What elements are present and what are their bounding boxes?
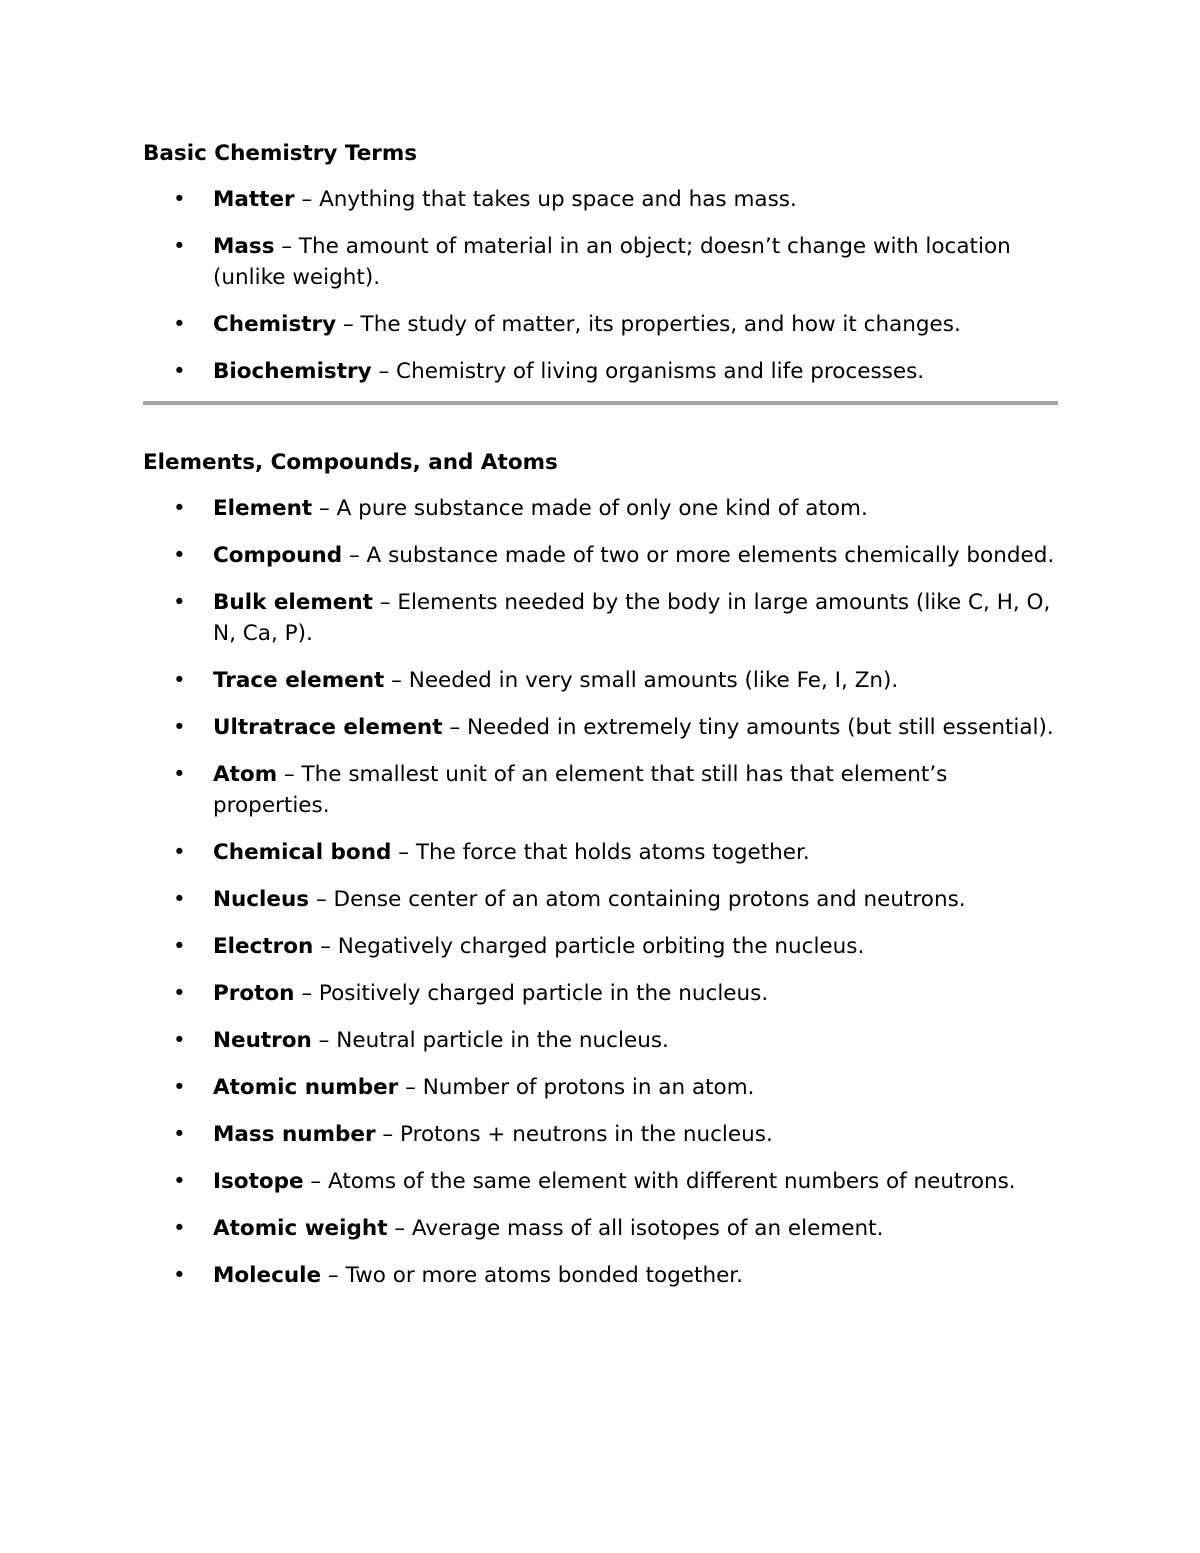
list-item bbox=[143, 1119, 1058, 1150]
term-definition: – Protons + neutrons in the nucleus. bbox=[375, 1122, 773, 1147]
section-basic-chemistry-terms bbox=[143, 138, 1058, 387]
bullet-icon: • bbox=[173, 496, 186, 521]
term-label: Chemical bond bbox=[213, 840, 392, 865]
term-label: Atomic weight bbox=[213, 1216, 388, 1241]
bullet-icon: • bbox=[173, 187, 186, 212]
term-label: Matter bbox=[213, 187, 295, 212]
list-item bbox=[143, 184, 1058, 215]
term-definition: – Chemistry of living organisms and life processes. bbox=[371, 359, 925, 384]
term-definition: – A pure substance made of only one kind of atom. bbox=[312, 496, 868, 521]
bullet-icon: • bbox=[173, 359, 186, 384]
list-item bbox=[143, 837, 1058, 868]
list-item bbox=[143, 1025, 1058, 1056]
bullet-icon: • bbox=[173, 312, 186, 337]
document-page bbox=[143, 138, 1058, 1291]
bullet-icon: • bbox=[173, 1122, 186, 1147]
term-list bbox=[143, 184, 1058, 387]
bullet-icon: • bbox=[173, 715, 186, 740]
list-item bbox=[143, 884, 1058, 915]
term-label: Mass bbox=[213, 234, 275, 259]
list-item bbox=[143, 309, 1058, 340]
list-item bbox=[143, 712, 1058, 743]
bullet-icon: • bbox=[173, 543, 186, 568]
list-item bbox=[143, 665, 1058, 696]
list-item bbox=[143, 978, 1058, 1009]
term-label: Isotope bbox=[213, 1169, 304, 1194]
bullet-icon: • bbox=[173, 1216, 186, 1241]
bullet-icon: • bbox=[173, 234, 186, 259]
bullet-icon: • bbox=[173, 981, 186, 1006]
section-elements-compounds-atoms bbox=[143, 447, 1058, 1291]
term-label: Neutron bbox=[213, 1028, 312, 1053]
term-definition: – Neutral particle in the nucleus. bbox=[311, 1028, 669, 1053]
section-title: Elements, Compounds, and Atoms bbox=[143, 450, 558, 475]
term-label: Electron bbox=[213, 934, 314, 959]
term-definition: – Needed in extremely tiny amounts (but still essential). bbox=[442, 715, 1054, 740]
term-label: Bulk element bbox=[213, 590, 373, 615]
bullet-icon: • bbox=[173, 1263, 186, 1288]
list-item bbox=[143, 1072, 1058, 1103]
list-item bbox=[143, 759, 1058, 821]
term-label: Atomic number bbox=[213, 1075, 399, 1100]
term-label: Compound bbox=[213, 543, 343, 568]
term-definition: – The force that holds atoms together. bbox=[391, 840, 810, 865]
bullet-icon: • bbox=[173, 840, 186, 865]
term-definition: – Atoms of the same element with different numbers of neutrons. bbox=[303, 1169, 1016, 1194]
bullet-icon: • bbox=[173, 934, 186, 959]
bullet-icon: • bbox=[173, 887, 186, 912]
term-definition: – Negatively charged particle orbiting the nucleus. bbox=[313, 934, 865, 959]
term-definition: – A substance made of two or more elements chemically bonded. bbox=[342, 543, 1055, 568]
bullet-icon: • bbox=[173, 1075, 186, 1100]
list-item bbox=[143, 1166, 1058, 1197]
term-label: Molecule bbox=[213, 1263, 322, 1288]
list-item bbox=[143, 931, 1058, 962]
bullet-icon: • bbox=[173, 1169, 186, 1194]
term-definition: – The smallest unit of an element that still has that element’s properties. bbox=[213, 762, 948, 818]
term-label: Trace element bbox=[213, 668, 385, 693]
list-item bbox=[143, 1260, 1058, 1291]
term-label: Element bbox=[213, 496, 313, 521]
term-definition: – Needed in very small amounts (like Fe, I, Zn). bbox=[384, 668, 899, 693]
term-label: Proton bbox=[213, 981, 295, 1006]
term-definition: – Dense center of an atom containing protons and neutrons. bbox=[309, 887, 966, 912]
term-definition: – The study of matter, its properties, and how it changes. bbox=[336, 312, 961, 337]
list-item bbox=[143, 231, 1058, 293]
term-label: Chemistry bbox=[213, 312, 337, 337]
term-definition: – Average mass of all isotopes of an element. bbox=[387, 1216, 884, 1241]
bullet-icon: • bbox=[173, 1028, 186, 1053]
list-item bbox=[143, 356, 1058, 387]
bullet-icon: • bbox=[173, 762, 186, 787]
term-definition: – Positively charged particle in the nucleus. bbox=[294, 981, 769, 1006]
section-title: Basic Chemistry Terms bbox=[143, 141, 418, 166]
term-label: Biochemistry bbox=[213, 359, 372, 384]
list-item bbox=[143, 540, 1058, 571]
term-label: Mass number bbox=[213, 1122, 376, 1147]
term-definition: – Anything that takes up space and has mass. bbox=[294, 187, 797, 212]
bullet-icon: • bbox=[173, 668, 186, 693]
bullet-icon: • bbox=[173, 590, 186, 615]
term-definition: – Number of protons in an atom. bbox=[398, 1075, 755, 1100]
term-definition: – Two or more atoms bonded together. bbox=[321, 1263, 744, 1288]
term-definition: – Elements needed by the body in large amounts (like C, H, O, N, Ca, P). bbox=[213, 590, 1051, 646]
term-label: Atom bbox=[213, 762, 278, 787]
term-label: Ultratrace element bbox=[213, 715, 443, 740]
list-item bbox=[143, 587, 1058, 649]
term-label: Nucleus bbox=[213, 887, 310, 912]
list-item bbox=[143, 493, 1058, 524]
horizontal-divider bbox=[143, 401, 1058, 405]
term-definition: – The amount of material in an object; doesn’t change with location (unlike weight). bbox=[213, 234, 1011, 290]
term-list bbox=[143, 493, 1058, 1291]
list-item bbox=[143, 1213, 1058, 1244]
